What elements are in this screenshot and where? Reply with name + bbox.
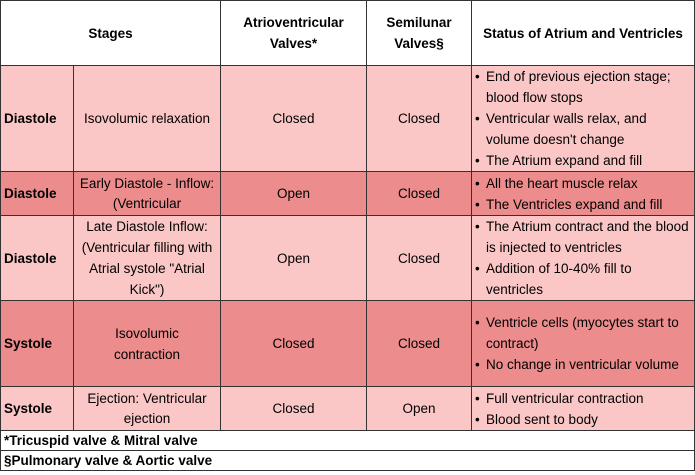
status-cell — [472, 301, 695, 387]
av-valve-cell: Closed — [221, 387, 367, 431]
status-item: • Ventricular walls relax, and volume doesn't change — [475, 108, 691, 150]
sl-valve-cell: Closed — [367, 216, 472, 301]
status-cell — [472, 66, 695, 172]
header-status: Status of Atrium and Ventricles — [472, 1, 695, 66]
status-cell — [472, 387, 695, 431]
footnote-sl: §Pulmonary valve & Aortic valve — [1, 451, 695, 471]
av-valve-cell: Open — [221, 216, 367, 301]
sl-valve-cell: Open — [367, 387, 472, 431]
av-valve-cell: Closed — [221, 66, 367, 172]
status-item: • The Atrium contract and the blood is injected to ventricles — [475, 216, 691, 258]
phase-cell: Diastole — [1, 216, 74, 301]
table-row — [1, 66, 695, 172]
status-item: • Blood sent to body — [475, 409, 691, 430]
header-row — [1, 1, 695, 66]
status-list — [475, 66, 691, 171]
status-item: • The Atrium expand and fill — [475, 150, 691, 171]
av-valve-cell: Open — [221, 172, 367, 216]
footnote-row — [1, 431, 695, 451]
sl-valve-cell: Closed — [367, 172, 472, 216]
sl-valve-cell: Closed — [367, 66, 472, 172]
table-row — [1, 216, 695, 301]
footnote-av: *Tricuspid valve & Mitral valve — [1, 431, 695, 451]
table-row — [1, 301, 695, 387]
stage-cell — [74, 172, 221, 216]
av-valve-cell: Closed — [221, 301, 367, 387]
footnote-row — [1, 451, 695, 471]
status-list — [475, 173, 691, 215]
stage-cell: Late Diastole Inflow: (Ventricular filling with Atrial systole "Atrial Kick") — [74, 216, 221, 301]
phase-cell: Systole — [1, 301, 74, 387]
stage-cell: Ejection: Ventricular ejection — [74, 387, 221, 431]
status-item: • End of previous ejection stage; blood flow stops — [475, 66, 691, 108]
status-item: • The Ventricles expand and fill — [475, 194, 691, 215]
header-semilunar-valves: Semilunar Valves§ — [367, 1, 472, 66]
table-row — [1, 387, 695, 431]
sl-valve-cell: Closed — [367, 301, 472, 387]
stage-cell: Isovolumic relaxation — [74, 66, 221, 172]
status-item: • Ventricle cells (myocytes start to contract) — [475, 312, 691, 354]
status-cell — [472, 172, 695, 216]
stage-cell: Isovolumic contraction — [74, 301, 221, 387]
status-list — [475, 312, 691, 375]
status-list — [475, 388, 691, 430]
stage-text: Early Diastole - Inflow: (Ventricular — [79, 175, 215, 211]
header-atrioventricular-valves: Atrioventricular Valves* — [221, 1, 367, 66]
status-item: • No change in ventricular volume — [475, 354, 691, 375]
header-stages: Stages — [1, 1, 221, 66]
status-item: • Full ventricular contraction — [475, 388, 691, 409]
phase-cell: Systole — [1, 387, 74, 431]
status-cell — [472, 216, 695, 301]
status-list — [475, 216, 691, 300]
phase-cell: Diastole — [1, 172, 74, 216]
phase-cell: Diastole — [1, 66, 74, 172]
status-item: • All the heart muscle relax — [475, 173, 691, 194]
table-row — [1, 172, 695, 216]
status-item: • Addition of 10-40% fill to ventricles — [475, 258, 691, 300]
